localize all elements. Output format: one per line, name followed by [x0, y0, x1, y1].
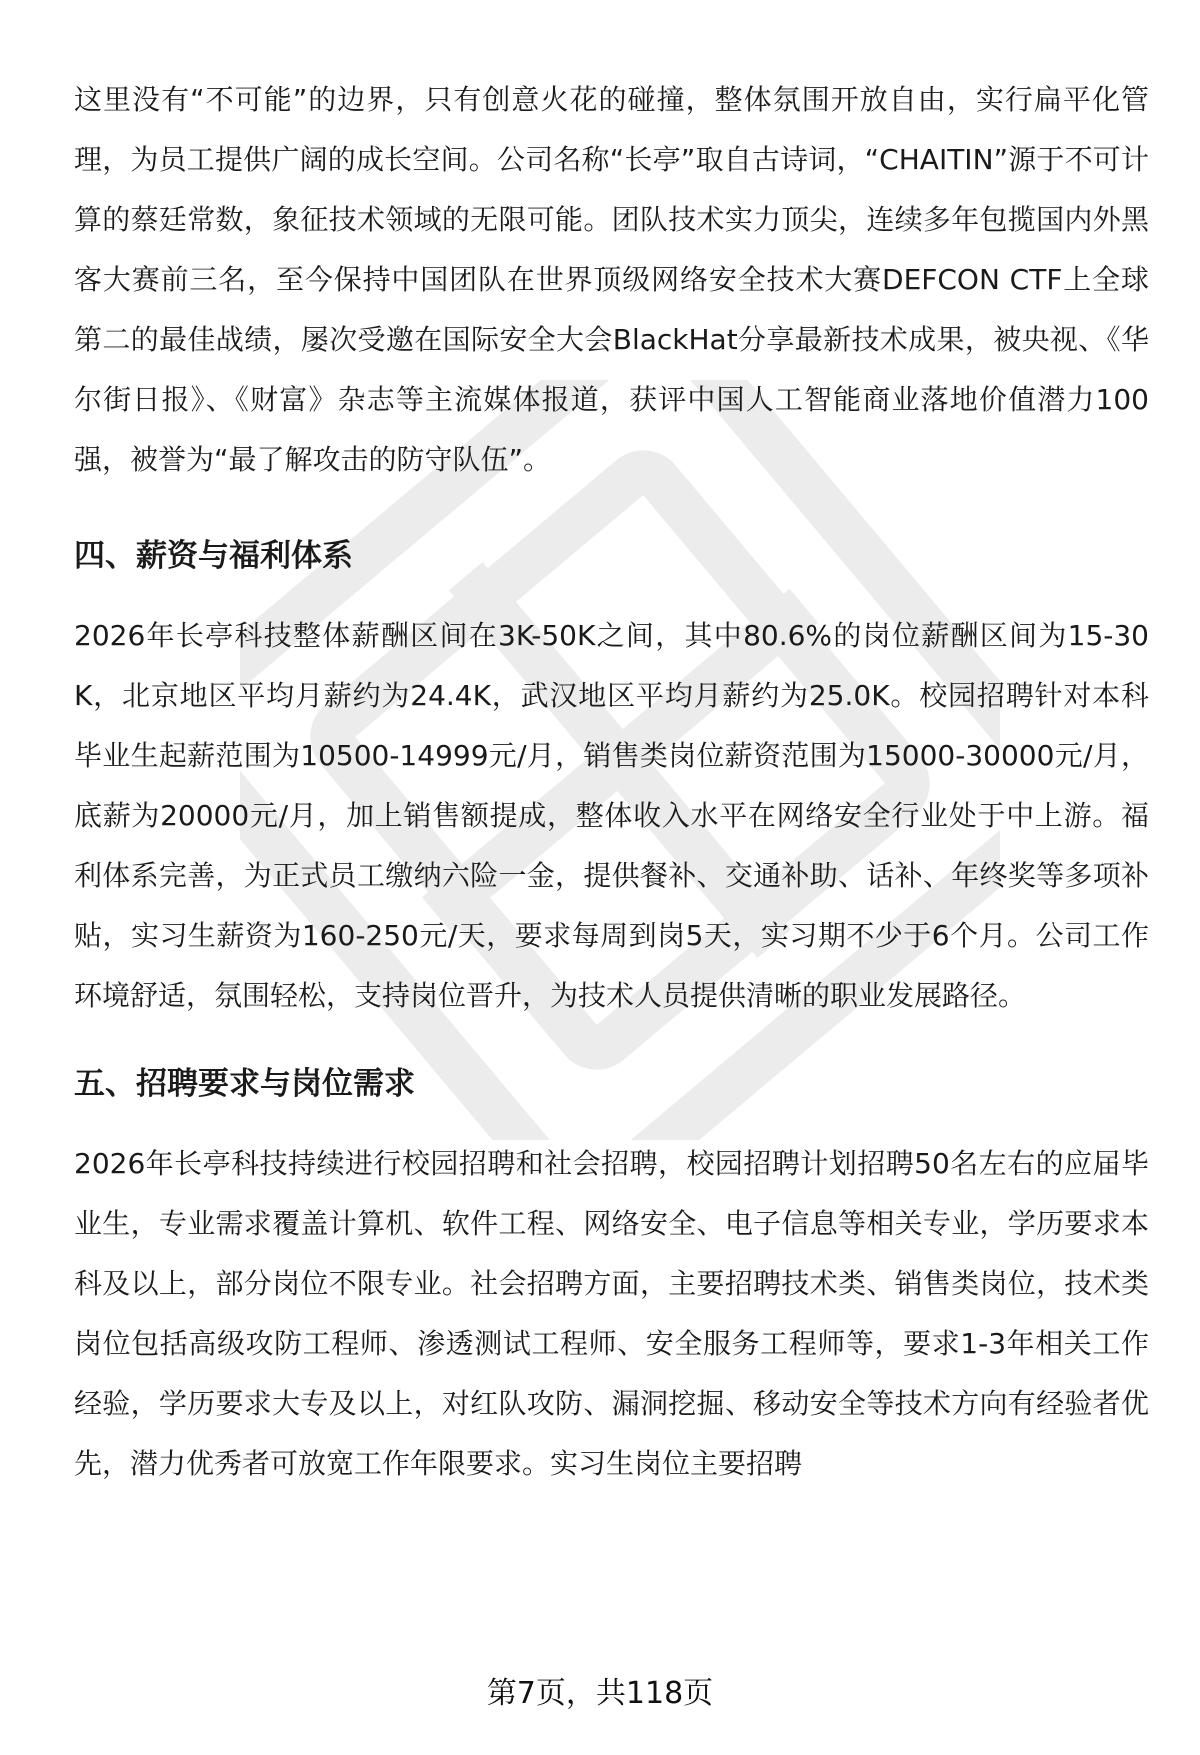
page-number: 第7页，共118页 [486, 1676, 714, 1711]
document-body [74, 70, 1149, 1494]
salary-paragraph: 2026年长亭科技整体薪酬区间在3K-50K之间，其中80.6%的岗位薪酬区间为15-30K，北京地区平均月薪约为24.4K，武汉地区平均月薪约为25.0K。校园招聘针对本科毕业生起薪范围为10500-14999元/月，销售类岗位薪资范围为15000-30000元/月，底薪为20000元/月，加上销售额提成，整体收入水平在网络安全行业处于中上游。福利体系完善，为正式员工缴纳六险一金，提供餐补、交通补助、话补、年终奖等多项补贴，实习生薪资为160-250元/天，要求每周到岗5天，实习期不少于6个月。公司工作环境舒适，氛围轻松，支持岗位晋升，为技术人员提供清晰的职业发展路径。 [74, 619, 1149, 1012]
section-heading-salary: 四、薪资与福利体系 [74, 538, 353, 574]
recruitment-paragraph: 2026年长亭科技持续进行校园招聘和社会招聘，校园招聘计划招聘50名左右的应届毕业生，专业需求覆盖计算机、软件工程、网络安全、电子信息等相关专业，学历要求本科及以上，部分岗位不限专业。社会招聘方面，主要招聘技术类、销售类岗位，技术类岗位包括高级攻防工程师、渗透测试工程师、安全服务工程师等，要求1-3年相关工作经验，学历要求大专及以上，对红队攻防、漏洞挖掘、移动安全等技术方向有经验者优先，潜力优秀者可放宽工作年限要求。实习生岗位主要招聘 [74, 1147, 1149, 1480]
section-heading-recruitment: 五、招聘要求与岗位需求 [74, 1066, 415, 1102]
intro-paragraph-continued: 这里没有“不可能”的边界，只有创意火花的碰撞，整体氛围开放自由，实行扁平化管理，为员工提供广阔的成长空间。公司名称“长亭”取自古诗词，“CHAITIN”源于不可计算的蔡廷常数，象征技术领域的无限可能。团队技术实力顶尖，连续多年包揽国内外黑客大赛前三名，至今保持中国团队在世界顶级网络安全技术大赛DEFCON CTF上全球第二的最佳战绩，屡次受邀在国际安全大会BlackHat分享最新技术成果，被央视、《华尔街日报》、《财富》杂志等主流媒体报道，获评中国人工智能商业落地价值潜力100强，被誉为“最了解攻击的防守队伍”。 [74, 83, 1149, 476]
